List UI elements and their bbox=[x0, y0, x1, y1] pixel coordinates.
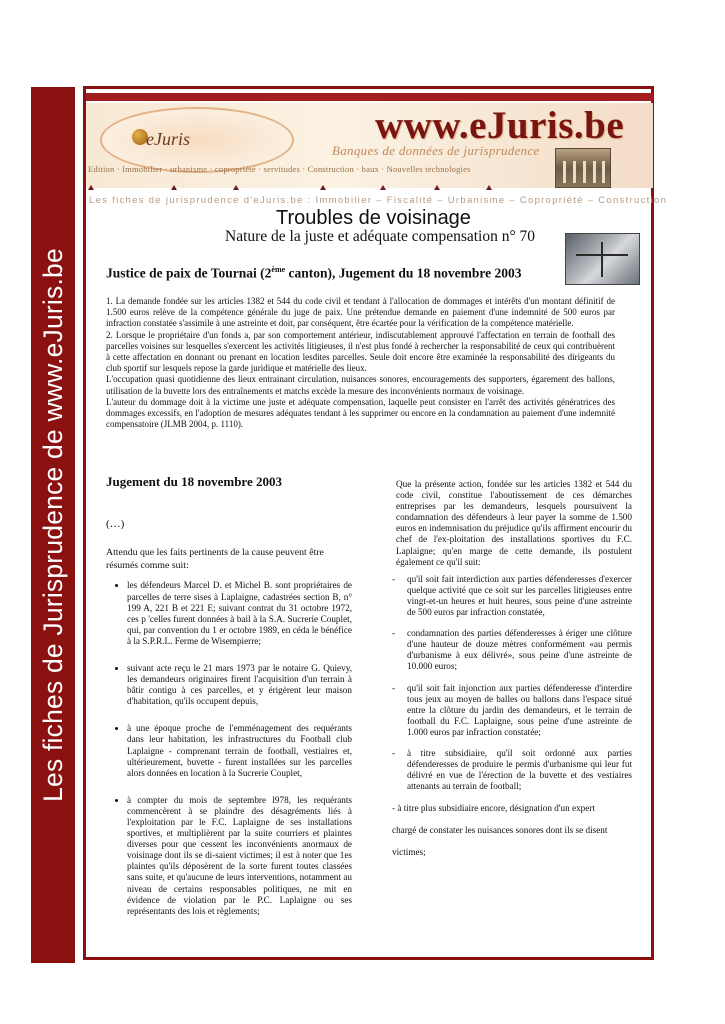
claims-list bbox=[392, 574, 632, 793]
list-item: • les défendeurs Marcel D. et Michel B. sont propriétaires de parcelles de terre sises à Laplaigne, cadastrées section B, n° 199 A, 221 B et 221 E; suivant contrat du 31 octobre 1972, ces p 'celles furent données à bail à la S.A. Sucrerie Couplet, qui, par convention du 1 er octobre 1989, en céda le bénéfice à la S.P.R.L. Ferme de Wisempierre; bbox=[127, 580, 352, 647]
judgment-date-heading: Jugement du 18 novembre 2003 bbox=[106, 474, 282, 489]
tail-line: victimes; bbox=[392, 847, 426, 858]
arrow-icon bbox=[380, 185, 386, 190]
summary-paragraph: 1. La demande fondée sur les articles 1382 et 544 du code civil et tendant à l'allocation de dommages et intérêts d'un montant définitif de 1.500 euros relève de la compétence générale du juge de paix. Une prétendue demande en paiement d'une indemnité de 500 euros par infraction constatée s'assimile à une astreinte et doit, par conséquent, être écartée pour la vérification de la compétence matérielle. bbox=[106, 296, 615, 329]
arrow-icon bbox=[486, 185, 492, 190]
list-item: • à une époque proche de l'emménagement des requérants dans leur habitation, les infrastructures du Football club Laplaigne - comprenant terrain de football, vestiaires et, ultérieurement, buvette - furent installées sur les parcelles alors données en location à la Sucrerie Couplet, bbox=[127, 723, 352, 778]
page-title: Troubles de voisinage bbox=[276, 207, 471, 229]
tagline: Les fiches de jurisprudence d'eJuris.be : Immobilier – Fiscalité – Urbanisme – Copropriété – Construction bbox=[89, 195, 668, 206]
tail-line: - à titre plus subsidiaire encore, désignation d'un expert bbox=[392, 803, 595, 814]
list-item: - qu'il soit fait interdiction aux parties défenderesses d'exercer quelque activité que ce soit sur les parcelles litigieuses entre vingt-et-un heures et huit heures, sous peine d'une astreinte de 500 euros par infraction constatée, bbox=[392, 573, 632, 618]
arrow-icon bbox=[233, 185, 239, 190]
summary-block bbox=[106, 296, 615, 430]
ellipsis: (…) bbox=[106, 518, 125, 531]
list-item: - à titre subsidiaire, qu'il soit ordonné aux parties défenderesses de produire le permis d'urbanisme qui leur fut délivré en vue de l'érection de la buvette et des vestiaires attenants au terrain de football; bbox=[392, 747, 632, 792]
left-column bbox=[106, 476, 352, 933]
scales-of-justice-icon bbox=[565, 233, 640, 285]
list-item: - condamnation des parties défenderesses à ériger une clôture d'une hauteur de douze mètres conformément «au permis d'urbanisme à eux délivré», sous peine d'une astreinte de 10.000 euros; bbox=[392, 628, 632, 672]
banner-top-stripe bbox=[86, 93, 653, 101]
logo-text: eJuris bbox=[146, 129, 190, 149]
sidebar-vertical-title: Les fiches de Jurisprudence de www.eJuris.be bbox=[38, 248, 68, 802]
facts-intro: Attendu que les faits pertinents de la cause peuvent être résumés comme suit: bbox=[106, 547, 324, 571]
summary-paragraph: 2. Lorsque le propriétaire d'un fonds a, par son comportement antérieur, indiscutablement approuvé l'affectation en terrain de football des parcelles voisines sur lesquelles s'exercent les activités litigieuses, il n'est plus fondé à rechercher la responsabilité de ceux qui contribuèrent à cette affectation en donnant ou prenant en location lesdites parcelles. Seule doit encore être examinée la responsabilité des dirigeants du club sportif sur lesquels repose la garde juridique et matérielle des lieux. bbox=[106, 329, 615, 374]
list-item: • suivant acte reçu le 21 mars 1973 par le notaire G. Quievy, les demandeurs originaires firent l'acquisition d'un terrain à bâtir contigu à ces parcelles, et y érigèrent leur maison d'habitation, qu'ils occupent depuis, bbox=[127, 663, 352, 707]
claims-intro: Que la présente action, fondée sur les articles 1382 et 544 du code civil, constitue l'aboutissement de ces démarches entreprises par les demandeurs, lesquels poursuivent la condamnation des défendeurs à leur payer la somme de 1.500 euros en indemnisation du préjudice qu'ils affirment encourir du chef de l'ex-ploitation des installations sportives du F.C. Laplaigne; qu'en marge de cette demande, ils postulent également ce qu'il suit: bbox=[396, 479, 632, 567]
arrow-icon bbox=[434, 185, 440, 190]
tail-line: chargé de constater les nuisances sonores dont ils se disent bbox=[392, 825, 608, 836]
banner-navigation: Edition · Immobilier · urbanisme · copropriété · servitudes · Construction · baux · Nouvelles technologies bbox=[88, 164, 471, 174]
claims-tail bbox=[392, 802, 632, 858]
banner-arrow-row bbox=[86, 188, 653, 194]
facts-list bbox=[106, 580, 352, 916]
list-item: • à compter du mois de septembre l978, les requérants commencèrent à se plaindre des désagréments liés à l'exploitation par le F.C. Laplaigne de ses installations sportives, et multiplièrent par la suite courriers et plaintes diverses pour que cessent les inconvénients anormaux de voisinage dont ils se di-saient victimes; il est à noter que 1es plaintes qu'ils déposèrent de la sorte furent toutes classées sans suite, et qu'aucune de leurs interventions, notamment au niveau de certains responsables politiques, ne mit en évidence de violation par le P.C. Laplaigne ou ses représentants des lois et règlements; bbox=[127, 795, 352, 917]
summary-paragraph: L'occupation quasi quotidienne des lieux entrainant circulation, nuisances sonores, encouragements des supporters, égarement des ballons, utilisation de la buvette lors des entraînements et matchs excède la mesure des inconvénients normaux de voisinage. bbox=[106, 374, 615, 396]
right-column bbox=[392, 479, 632, 868]
summary-paragraph: L'auteur du dommage doit à la victime une juste et adéquate compensation, laquelle peut consister en l'arrêt des activités génératrices des dommages excessifs, en l'adoption de mesures adéquates tendant à les supprimer ou encore en la condamnation au paiement d'une indemnité compensatoire (JLMB 2004, p. 1110). bbox=[106, 396, 615, 430]
list-item: - qu'il soit fait injonction aux parties défenderesse d'interdire tous jeux au moyen de balles ou ballons dans l'espace situé entre la clôture du jardin des demandeurs, et le terrain de football du F.C. Laplaigne, sous peine d'une astreinte de 1.000 euros par infraction constatée; bbox=[392, 682, 632, 737]
judgment-heading: Justice de paix de Tournai (2ème canton), Jugement du 18 novembre 2003 bbox=[106, 265, 522, 281]
page-subtitle: Nature de la juste et adéquate compensation n° 70 bbox=[225, 228, 536, 245]
banner-subtitle: Banques de données de jurisprudence bbox=[332, 143, 540, 158]
arrow-icon bbox=[171, 185, 177, 190]
arrow-icon bbox=[320, 185, 326, 190]
site-title[interactable]: www.eJuris.be bbox=[375, 104, 625, 147]
arrow-icon bbox=[88, 185, 94, 190]
header-banner bbox=[86, 103, 653, 188]
courthouse-icon bbox=[555, 148, 611, 188]
